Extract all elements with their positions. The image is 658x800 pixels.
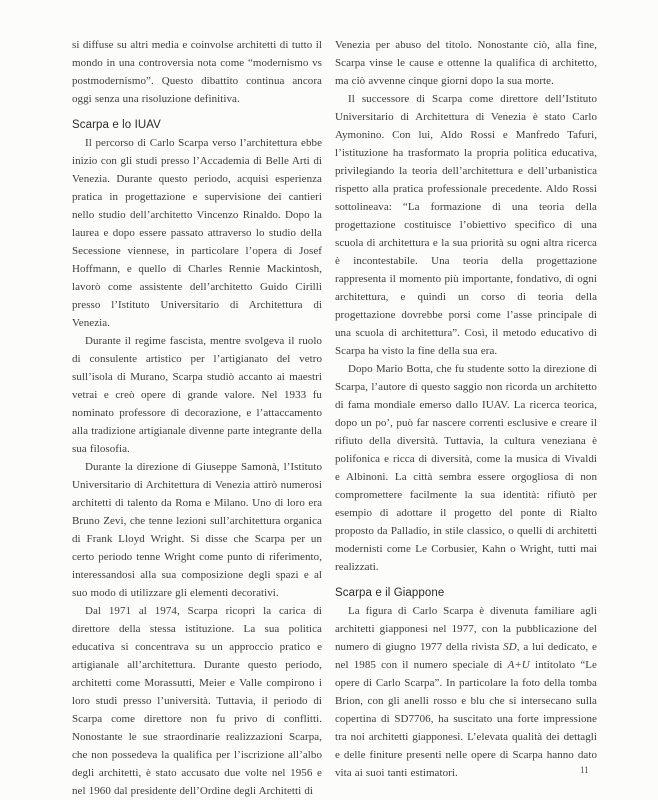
paragraph-regime-fascista-murano: Durante il regime fascista, mentre svolgeva il ruolo di consulente artistico per l’artigianato del vetro sull’isola di Murano, Scarpa studiò accanto ai maestri vetrai e creò opere di grande valore. Nel 1933 fu nominato professore di decorazione, e l’attaccamento alla tradizione artigianale divenne parte integrante della sua filosofia. [72, 335, 322, 455]
paragraph-mario-botta-iuav: Dopo Mario Botta, che fu studente sotto la direzione di Scarpa, l’autore di questo saggio non ricorda un architetto di fama mondiale emerso dallo IUAV. La ricerca teorica, dopo un po’, può far nascere correnti esclusive e creare il rifiuto della diversità. Tuttavia, la cultura veneziana è polifonica e ricca di diversità, come la musica di Vivaldi e Albinoni. La città sembra essere orgogliosa di non compromettere facilmente la sua identità: rifiutò per esempio di adottare il progetto del ponte di Rialto proposto da Palladio, in stile classico, o quelli di architetti modernisti come Le Corbusier, Kahn o Wright, tutti mai realizzati. [335, 363, 597, 573]
paragraph-abuso-titolo-continuation: Venezia per abuso del titolo. Nonostante ciò, alla fine, Scarpa vinse le cause e ottenne la qualifica di architetto, ma ciò avvenne cinque giorni dopo la sua morte. [335, 39, 597, 87]
text-columns [72, 36, 597, 800]
paragraph-scarpa-giappone-1977 [335, 602, 597, 782]
paragraph-segment: La figura di Carlo Scarpa è divenuta familiare agli architetti giapponesi nel 1977, con la pubblicazione del numero di giugno 1977 della rivista [335, 605, 597, 653]
paragraph-segment: intitolato “Le opere di Carlo Scarpa”. In particolare la foto della tomba Brion, con gli anelli rosso e blu che si intersecano sulla copertina di SD7706, ha suscitato una forte impressione tra noi architetti giapponesi. L’elevata qualità dei dettagli e delle finiture presenti nelle opere di Scarpa hanno dato vita ai suoi tanti estimatori. [335, 659, 597, 779]
paragraph-segment: , a lui dedicato, e nel 1985 con il numero speciale di [335, 641, 597, 671]
section-heading-scarpa-giappone: Scarpa e il Giappone [335, 587, 445, 599]
right-column [335, 36, 597, 800]
paragraph-successore-aymonino: Il successore di Scarpa come direttore dell’Istituto Universitario di Architettura di Venezia è stato Carlo Aymonino. Con lui, Aldo Rossi e Manfredo Tafuri, l’istituzione ha trasformato la propria politica educativa, privilegiando la teoria dell’architettura e dell’urbanistica rispetto alla pratica professionale precedente. Aldo Rossi sottolineava: “La formazione di una teoria della progettazione costituisce l’obiettivo specifico di una scuola di architettura e la sua priorità su ogni altra ricerca è incontestabile. Una teoria della progettazione rappresenta il momento più importante, fondativo, di ogni architettura, e quindi un corso di teoria della progettazione dovrebbe porsi come l’asse principale di una scuola di architettura”. Così, il metodo educativo di Scarpa ha visto la fine della sua era. [335, 93, 597, 357]
paragraph-direttore-1971-1974: Dal 1971 al 1974, Scarpa ricoprì la carica di direttore della stessa istituzione. La sua politica educativa si concentrava su un approccio pratico e artigianale all’architettura. Durante questo periodo, architetti come Morassutti, Meier e Valle compirono i loro studi presso l’università. Tuttavia, il periodo di Scarpa come direttore non fu privo di conflitti. Nonostante le sue straordinarie realizzazioni Scarpa, che non possedeva la qualifica per l’iscrizione all’albo degli architetti, è stato accusato due volte nel 1956 e nel 1960 dal presidente dell’Ordine degli Architetti di [72, 605, 322, 797]
section-heading-scarpa-iuav: Scarpa e lo IUAV [72, 119, 161, 131]
magazine-title-a-plus-u: A+U [507, 659, 530, 671]
magazine-title-sd: SD [503, 641, 517, 653]
left-column [72, 36, 322, 800]
paragraph-percorso-accademia: Il percorso di Carlo Scarpa verso l’architettura ebbe inizio con gli studi presso l’Accademia di Belle Arti di Venezia. Durante questo periodo, acquisì esperienza pratica in progettazione e supervisione dei cantieri nello studio dell’architetto Vincenzo Rinaldo. Dopo la laurea e dopo essere passato attraverso lo studio della Secessione viennese, in particolare l’opera di Josef Hoffmann, e quello di Charles Rennie Mackintosh, lavorò come assistente dell’architetto Guido Cirilli presso l’Istituto Universitario di Architettura di Venezia. [72, 137, 322, 329]
paragraph-direzione-samona: Durante la direzione di Giuseppe Samonà, l’Istituto Universitario di Architettura di Venezia attirò numerosi architetti di talento da Roma e Milano. Uno di loro era Bruno Zevi, che tenne lezioni sull’architettura organica di Frank Lloyd Wright. Si disse che Scarpa per un certo periodo tenne Wright come punto di riferimento, interessandosi alla sua composizione degli spazi e al suo modo di utilizzare gli elementi decorativi. [72, 461, 322, 599]
paragraph-modernismo-continuation: si diffuse su altri media e coinvolse architetti di tutto il mondo in una controversia nota come “modernismo vs postmodernismo”. Questo dibattito continua ancora oggi senza una risoluzione definitiva. [72, 39, 322, 105]
page-number: 11 [580, 765, 589, 775]
